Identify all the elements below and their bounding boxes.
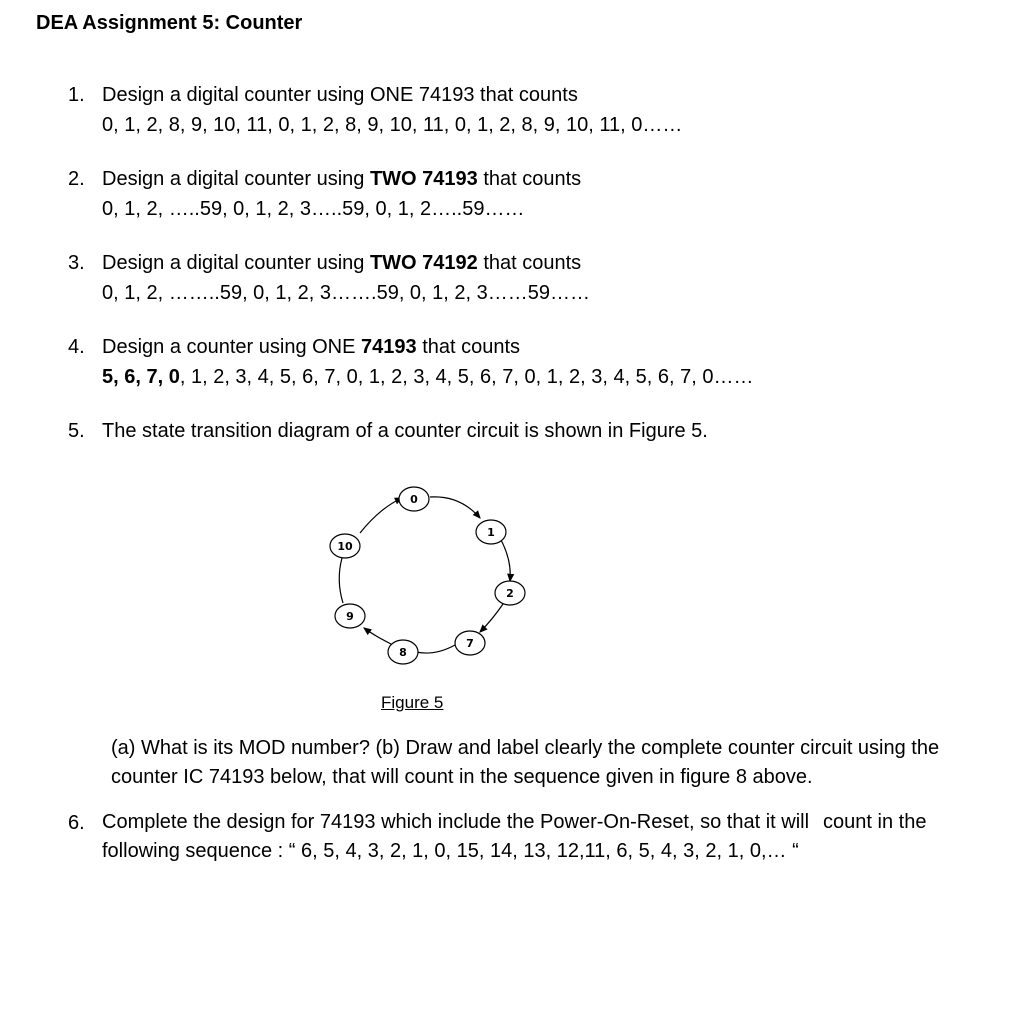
question-number: 6. xyxy=(68,812,85,834)
transition-1-2 xyxy=(500,538,510,581)
count-sequence: following sequence : “ 6, 5, 4, 3, 2, 1, 0, 15, 14, 13, 12,11, 6, 5, 4, 3, 2, 1, 0,… “ xyxy=(102,840,799,862)
question-text: Complete the design for 74193 which include the Power-On-Reset, so that it will count in the xyxy=(102,811,927,833)
state-8 xyxy=(388,640,418,664)
count-sequence: 0, 1, 2, ……..59, 0, 1, 2, 3…….59, 0, 1, 2, 3……59…… xyxy=(102,282,591,304)
state-0 xyxy=(399,487,429,511)
svg-text:9: 9 xyxy=(346,610,354,623)
page-title: DEA Assignment 5: Counter xyxy=(36,12,303,34)
question-number: 3. xyxy=(68,252,85,274)
sequence-emphasis: 5, 6, 7, 0 xyxy=(102,366,180,388)
question-number: 2. xyxy=(68,168,85,190)
count-sequence: 0, 1, 2, 8, 9, 10, 11, 0, 1, 2, 8, 9, 10, 11, 0, 1, 2, 8, 9, 10, 11, 0…… xyxy=(102,114,683,136)
question-text: (a) What is its MOD number? (b) Draw and label clearly the complete counter circuit using the xyxy=(111,737,940,759)
transition-7-8 xyxy=(416,645,455,653)
transition-2-7 xyxy=(480,604,503,632)
svg-text:1: 1 xyxy=(487,526,495,539)
svg-text:7: 7 xyxy=(466,637,474,650)
transition-0-1 xyxy=(430,497,480,518)
figure-caption: Figure 5 xyxy=(381,693,444,712)
question-text: Design a counter using ONE 74193 that counts xyxy=(102,336,521,358)
svg-text:8: 8 xyxy=(399,646,407,659)
count-sequence: 5, 6, 7, 0, 1, 2, 3, 4, 5, 6, 7, 0, 1, 2, 3, 4, 5, 6, 7, 0, 1, 2, 3, 4, 5, 6, 7, 0…… xyxy=(102,366,754,388)
state-9 xyxy=(335,604,365,628)
state-2 xyxy=(495,581,525,605)
ic-emphasis: 74193 xyxy=(361,336,417,358)
svg-text:2: 2 xyxy=(506,587,514,600)
svg-text:10: 10 xyxy=(337,540,353,553)
ic-emphasis: TWO 74192 xyxy=(369,252,478,274)
count-sequence: 0, 1, 2, …..59, 0, 1, 2, 3…..59, 0, 1, 2…..59…… xyxy=(102,198,525,220)
transition-10-0 xyxy=(360,498,402,533)
question-number: 1. xyxy=(68,84,85,106)
question-text: Design a digital counter using TWO 74193 that counts xyxy=(102,168,582,190)
question-number: 4. xyxy=(68,336,85,358)
svg-text:0: 0 xyxy=(410,493,418,506)
question-text: Design a digital counter using TWO 74192 that counts xyxy=(102,252,582,274)
transition-9-10 xyxy=(339,558,343,603)
question-text: Design a digital counter using ONE 74193 that counts xyxy=(102,84,578,106)
question-5-parts xyxy=(111,734,1011,792)
state-transition-diagram xyxy=(320,470,560,680)
question-number: 5. xyxy=(68,420,85,442)
ic-emphasis: TWO 74193 xyxy=(369,168,478,190)
question-text: The state transition diagram of a counter circuit is shown in Figure 5. xyxy=(102,420,708,442)
state-1 xyxy=(476,520,506,544)
state-10 xyxy=(330,534,360,558)
state-7 xyxy=(455,631,485,655)
question-text: counter IC 74193 below, that will count in the sequence given in figure 8 above. xyxy=(111,766,813,788)
transition-8-9 xyxy=(364,628,391,644)
